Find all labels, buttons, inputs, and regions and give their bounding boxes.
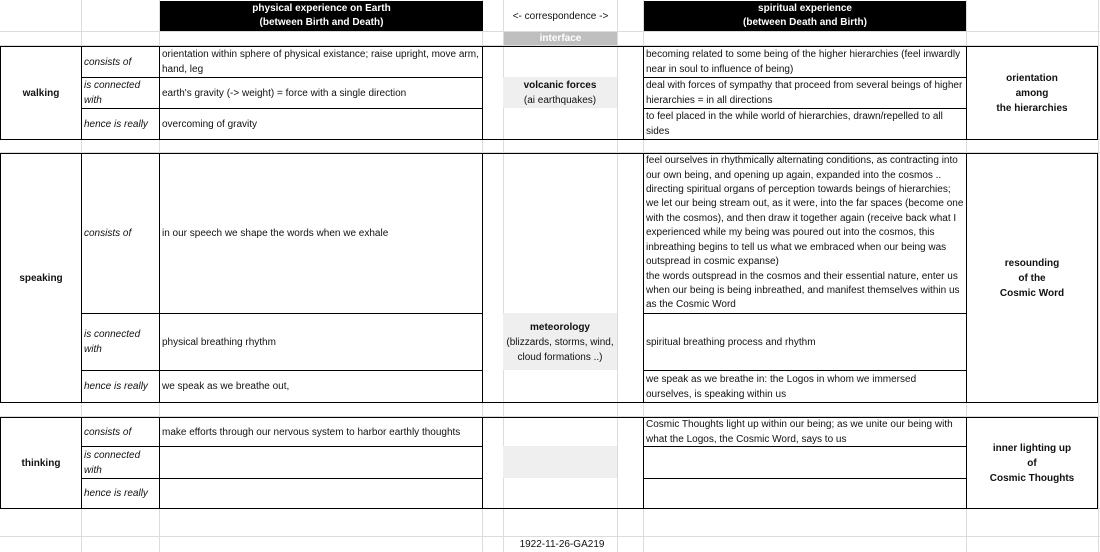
speaking-connected-spiritual: spiritual breathing process and rhythm	[646, 336, 816, 348]
walking-really-label: hence is really	[84, 118, 148, 130]
spiritual-header-title: spiritual experience	[758, 3, 852, 14]
spiritual-header-subtitle: (between Death and Birth)	[743, 17, 867, 28]
walking-consists-spiritual: becoming related to some being of the higher hierarchies (feel inwardly near in soul to influence of being)	[646, 49, 961, 75]
walking-really-physical: overcoming of gravity	[162, 118, 258, 130]
speaking-correspondence-title: meteorology	[529, 321, 590, 333]
source-reference: 1922-11-26-GA219	[519, 538, 605, 550]
thinking-result: inner lighting up of Cosmic Thoughts	[989, 442, 1075, 484]
walking-connected-spiritual: deal with forces of sympathy that proceed from several beings of higher hierarchies = in all directions	[646, 80, 963, 106]
walking-connected-label: is connected with	[84, 80, 141, 106]
speaking-consists-label: consists of	[84, 228, 132, 239]
thinking-consists-label: consists of	[84, 426, 132, 438]
thinking-connected-label: is connected with	[84, 449, 141, 476]
walking-really-spiritual: to feel placed in the while world of hierarchies, drawn/repelled to all sides	[646, 111, 943, 137]
physical-header-subtitle: (between Birth and Death)	[259, 17, 384, 28]
walking-connected-physical: earth's gravity (-> weight) = force with a single direction	[162, 87, 407, 99]
correspondence-header: <- correspondence ->	[512, 11, 609, 22]
walking-consists-label: consists of	[84, 56, 132, 68]
speaking-really-physical: we speak as we breathe out,	[162, 381, 290, 392]
speaking-really-spiritual: we speak as we breathe in: the Logos in whom we immersed ourselves, is speaking within us	[646, 373, 917, 400]
speaking-connected-label: is connected with	[84, 329, 141, 355]
speaking-consists-spiritual: feel ourselves in rhythmically alternating conditions, as contracting into our own being, and opening up again, expanded into the cosmos .. directing spiritual organs of perception towards beings of hierarchies; we let our being stream out, as it were, into the far spaces (become one with the cosmos), and then draw it together again (receive back what I experienced while my being was poured out into the cosmos, this inbreathing begins to tell us what we embraced when our being was outspread in cosmic expanse) the words outspread in the cosmos and their essential nature, enter us when our being is being inbreathed, and manifest themselves within us as the Cosmic Word	[646, 155, 964, 311]
spiritual-experience-header	[644, 1, 966, 31]
interface-label: interface	[504, 32, 617, 45]
speaking-correspondence	[503, 314, 617, 370]
physical-experience-header	[160, 1, 483, 31]
thinking-consists-physical: make efforts through our nervous system to harbor earthly thoughts	[162, 426, 461, 438]
walking-consists-physical: orientation within sphere of physical existance; raise upright, move arm, hand, leg	[162, 49, 479, 75]
thinking-really-label: hence is really	[84, 488, 148, 499]
thinking-label: thinking	[21, 457, 61, 469]
speaking-label: speaking	[19, 272, 63, 284]
speaking-correspondence-subtitle: (blizzards, storms, wind, cloud formations ..)	[506, 336, 614, 363]
speaking-consists-physical: in our speech we shape the words when we exhale	[162, 228, 389, 239]
walking-correspondence-subtitle: (ai earthquakes)	[523, 95, 597, 106]
thinking-consists-spiritual: Cosmic Thoughts light up within our being; as we unite our being with what the Logos, the Cosmic Word, says to us	[646, 419, 953, 445]
walking-result: orientation among the hierarchies	[996, 72, 1068, 114]
walking-correspondence-title: volcanic forces	[523, 80, 597, 91]
speaking-result: resounding of the Cosmic Word	[999, 257, 1065, 299]
speaking-really-label: hence is really	[84, 381, 148, 392]
walking-correspondence	[503, 78, 617, 108]
walking-label: walking	[22, 87, 60, 99]
speaking-connected-physical: physical breathing rhythm	[162, 336, 276, 348]
physical-header-title: physical experience on Earth	[252, 3, 391, 14]
